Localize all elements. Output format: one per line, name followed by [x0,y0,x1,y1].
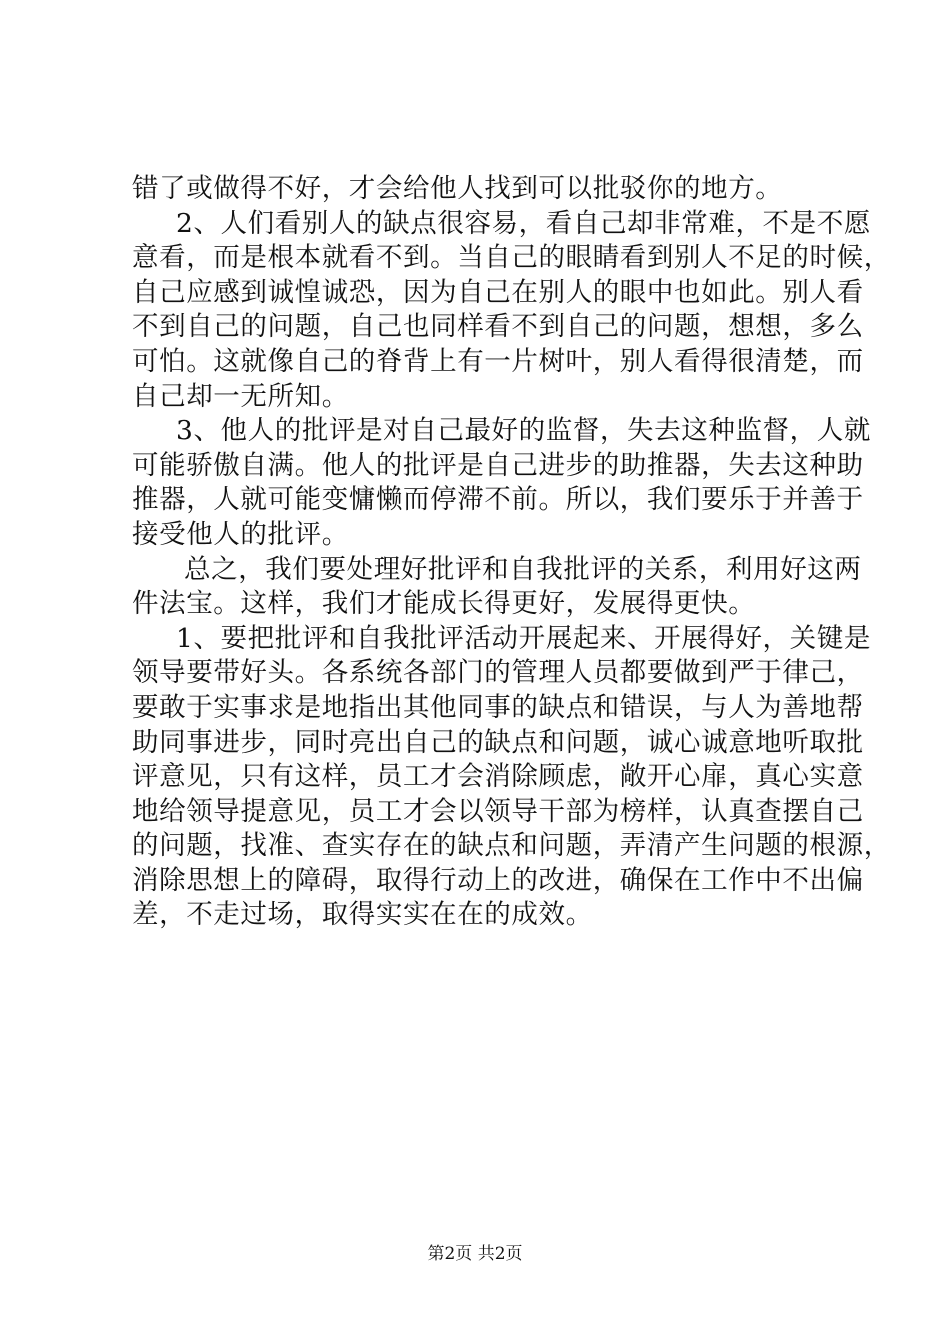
text-line-19: 地给领导提意见，员工才会以领导干部为榜样，认真查摆自己 [132,795,864,827]
text-line-12: 总之，我们要处理好批评和自我批评的关系，利用好这两 [184,553,862,585]
page-footer [0,1243,950,1265]
text-line-6: 可怕。这就像自己的脊背上有一片树叶，别人看得很清楚，而 [132,345,864,377]
text-line-21: 消除思想上的障碍，取得行动上的改进，确保在工作中不出偏 [132,864,864,896]
text-line-1: 错了或做得不好，才会给他人找到可以批驳你的地方。 [132,173,783,204]
text-line-7: 自己却一无所知。 [132,380,349,412]
text-line-14: 1、要把批评和自我批评活动开展起来、开展得好，关键是 [176,622,871,654]
text-line-10: 推器，人就可能变慵懒而停滞不前。所以，我们要乐于并善于 [132,484,864,516]
text-line-17: 助同事进步，同时亮出自己的缺点和问题，诚心诚意地听取批 [132,726,864,758]
page-number: 第2页 共2页 [427,1244,523,1264]
text-line-13: 件法宝。这样，我们才能成长得更好，发展得更快。 [132,588,756,620]
text-line-16: 要敢于实事求是地指出其他同事的缺点和错误，与人为善地帮 [132,691,864,723]
text-line-4: 自己应感到诚惶诚恐，因为自己在别人的眼中也如此。别人看 [132,276,864,308]
text-line-9: 可能骄傲自满。他人的批评是自己进步的助推器，失去这种助 [132,449,864,481]
document-body [132,172,891,933]
text-line-11: 接受他人的批评。 [132,518,349,550]
text-line-2: 2、人们看别人的缺点很容易，看自己却非常难，不是不愿 [176,207,871,239]
text-line-3: 意看，而是根本就看不到。当自己的眼睛看到别人不足的时候， [132,242,891,274]
text-line-5: 不到自己的问题，自己也同样看不到自己的问题，想想，多么 [132,311,864,343]
text-line-20: 的问题，找准、查实存在的缺点和问题，弄清产生问题的根源， [132,830,891,862]
text-line-18: 评意见，只有这样，员工才会消除顾虑，敞开心扉，真心实意 [132,761,864,793]
text-line-22: 差，不走过场，取得实实在在的成效。 [132,899,593,931]
text-line-8: 3、他人的批评是对自己最好的监督，失去这种监督，人就 [176,415,871,447]
text-line-15: 领导要带好头。各系统各部门的管理人员都要做到严于律己， [132,657,864,689]
